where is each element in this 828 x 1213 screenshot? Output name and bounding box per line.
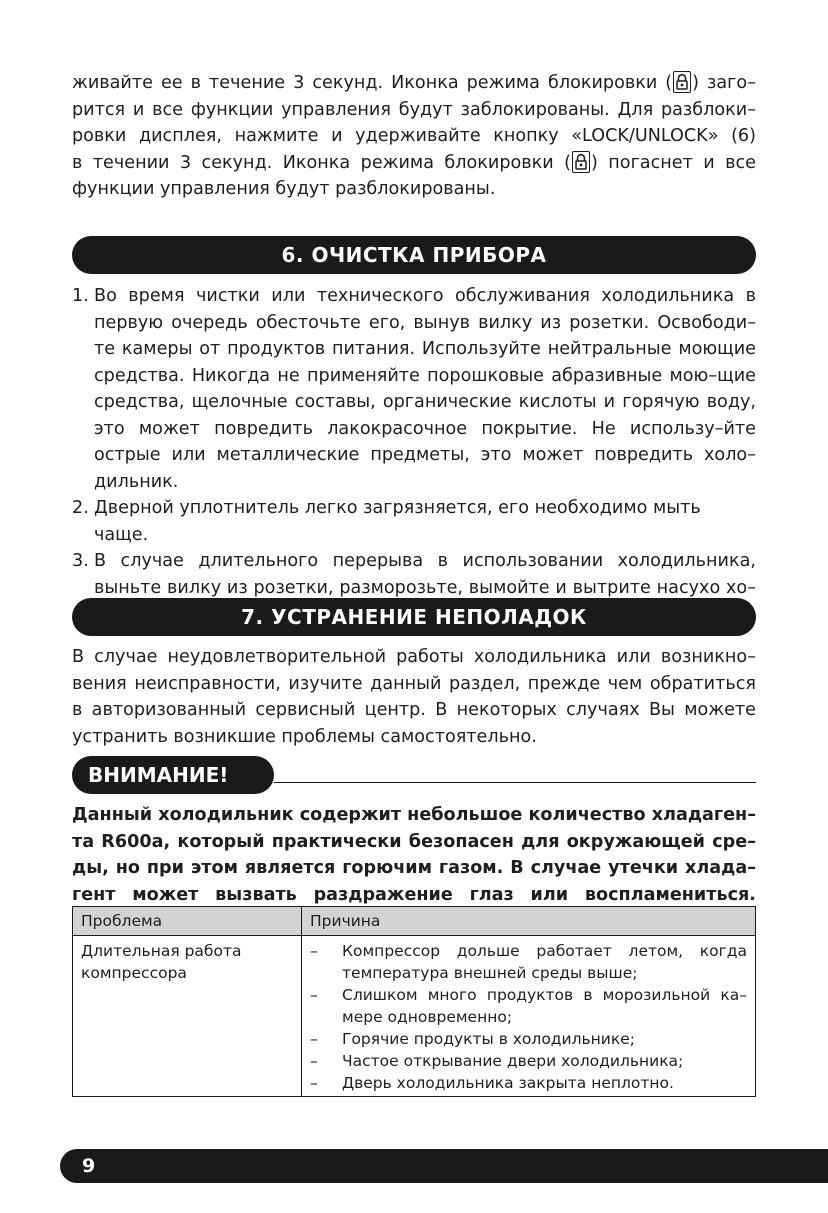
warning-text: Данный холодильник содержит небольшое количество хладаген–та R600a, который практически безопасен для окружающей сре–ды, но при этом является горючим газом. В случае утечки хлада–гент может вызвать раздражение глаз или воспламениться. <box>72 805 756 905</box>
divider <box>274 782 756 783</box>
list-item: 3. В случае длительного перерыва в использовании холодильника, выньте вилку из розетки, разморозьте, вымойте и вытрите насухо хо– <box>72 551 756 598</box>
cleaning-list <box>72 283 756 628</box>
intro-line: рится и все функции управления будут заблокированы. Для разблоки– <box>72 99 756 120</box>
cause-item: – Слишком много продуктов в морозильной ка–мере одновременно; <box>310 984 747 1028</box>
section-7-header: 7. УСТРАНЕНИЕ НЕПОЛАДОК <box>72 598 756 636</box>
intro-line: в течении 3 секунд. Иконка режима блокировки ( ) погаснет и все <box>72 152 757 173</box>
cause-item: – Горячие продукты в холодильнике; <box>310 1028 747 1050</box>
table-row <box>73 936 756 1097</box>
footer-bar <box>60 1149 828 1183</box>
cause-cell <box>302 936 756 1097</box>
problem-cell: Длительная работа компрессора <box>73 936 302 1097</box>
cause-item: – Дверь холодильника закрыта неплотно. <box>310 1072 747 1094</box>
list-item: 2. Дверной уплотнитель легко загрязняется, его необходимо мыть чаще. <box>72 498 701 545</box>
list-item: 1. Во время чистки или технического обслуживания холодильника в первую очередь обесточьте его, вынув вилку из розетки. Освободи–те камеры от продуктов питания. Используйте нейтральные моющие средства. Никогда не применяйте порошковые абразивные мою–щие средства, щелочные составы, органические кислоты и горячую воду, это может повредить лакокрасочное покрытие. Не использу–йте острые или металлические предметы, это может повредить холо–дильник. <box>72 286 756 492</box>
troubleshooting-intro: В случае неудовлетворительной работы холодильника или возникно–вения неисправности, изучите данный раздел, прежде чем обратиться в авторизованный сервисный центр. В некоторых случаях Вы можете устранить возникшие проблемы самостоятельно. <box>72 647 756 747</box>
column-header-cause: Причина <box>302 907 756 936</box>
cause-list <box>310 940 747 1094</box>
warning-header <box>72 756 756 794</box>
table-header-row <box>73 907 756 936</box>
intro-line: ровки дисплея, нажмите и удерживайте кнопку «LOCK/UNLOCK» (6) <box>72 126 756 146</box>
troubleshooting-table <box>72 906 756 1097</box>
warning-label: ВНИМАНИЕ! <box>72 756 274 794</box>
intro-paragraph <box>72 70 756 203</box>
page-number: 9 <box>82 1155 96 1177</box>
intro-line: живайте ее в течение 3 секунд. Иконка режима блокировки ( ) заго– <box>72 73 756 93</box>
cause-item: – Частое открывание двери холодильника; <box>310 1050 747 1072</box>
intro-line: функции управления будут разблокированы. <box>72 179 496 199</box>
lock-icon <box>572 151 590 173</box>
column-header-problem: Проблема <box>73 907 302 936</box>
lock-icon <box>673 71 691 93</box>
cause-item: – Компрессор дольше работает летом, когда температура внешней среды выше; <box>310 940 747 984</box>
section-6-header: 6. ОЧИСТКА ПРИБОРА <box>72 236 756 274</box>
